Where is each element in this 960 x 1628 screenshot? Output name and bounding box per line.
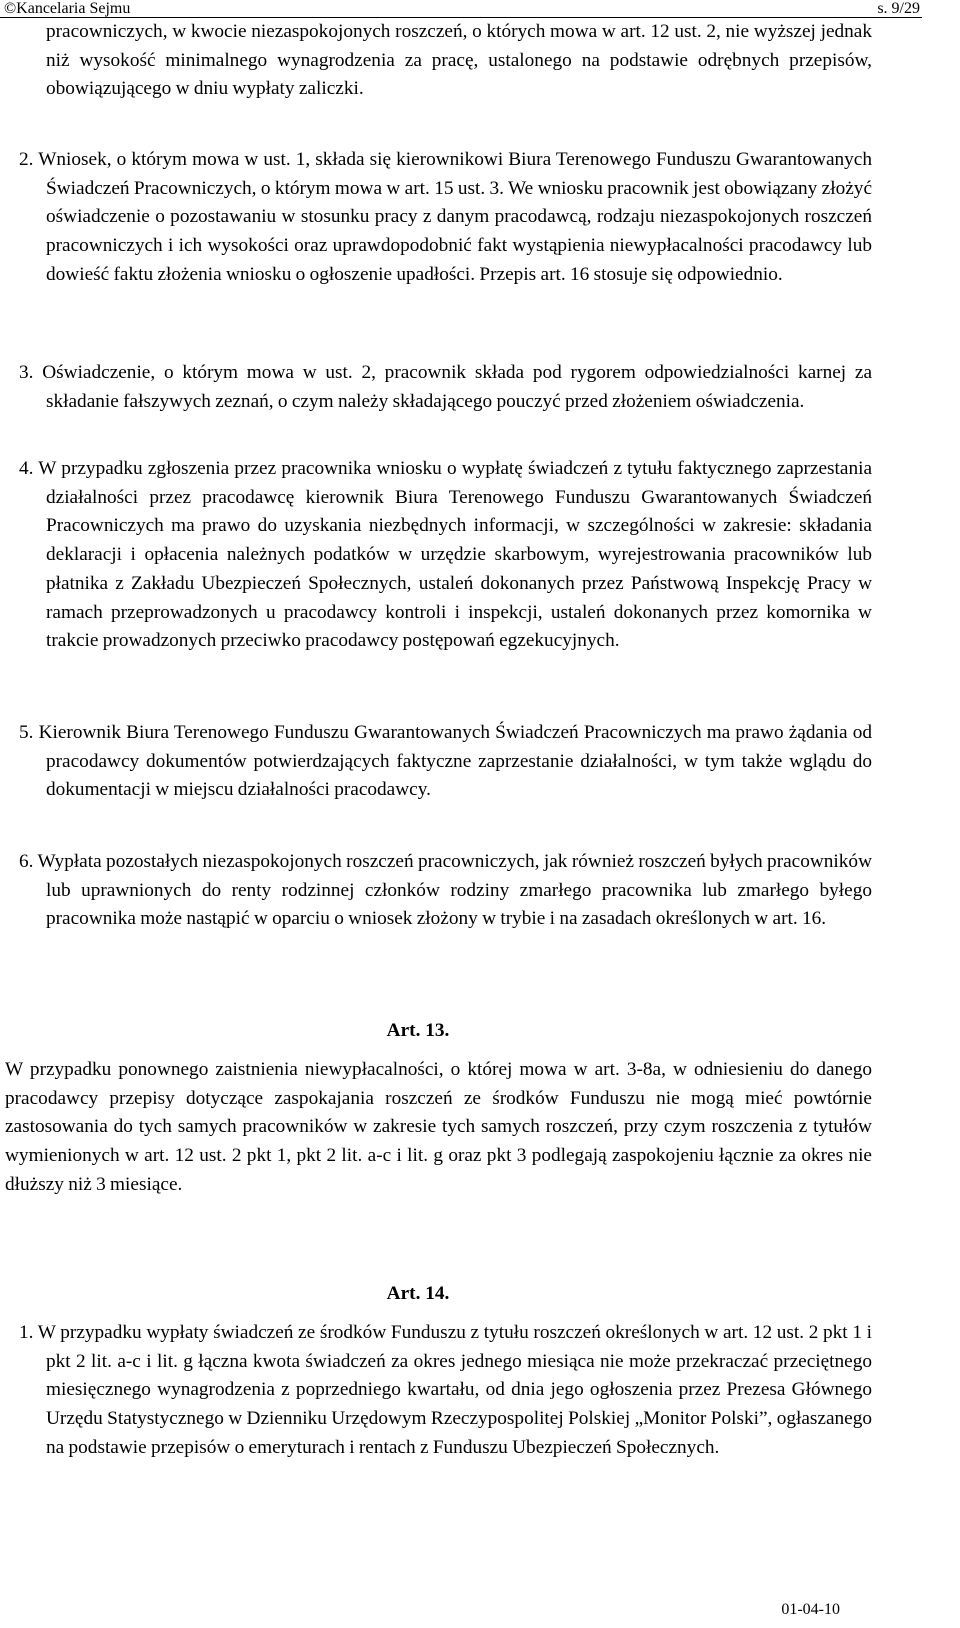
paragraph-ust-6: 6. Wypłata pozostałych niezaspokojonych roszczeń pracowniczych, jak również roszczeń byłych pracowników lub uprawnionych do renty rodzinnej członków rodziny zmarłego pracownika lub zmarłego byłego pracownika może nastąpić w oparciu o wniosek złożony w trybie i na zasadach określonych w art. 16. bbox=[19, 851, 872, 930]
paragraph-ust-2: 2. Wniosek, o którym mowa w ust. 1, składa się kierownikowi Biura Terenowego Funduszu Gwarantowanych Świadczeń Pracowniczych, o którym mowa w art. 15 ust. 3. We wniosku pracownik jest obowiązany złożyć oświadczenie o pozostawaniu w stosunku pracy z danym pracodawcą, rodzaju niezaspokojonych roszczeń pracowniczych i ich wysokości oraz uprawdopodobnić fakt wystąpienia niewypłacalności pracodawcy lub dowieść faktu złożenia wniosku o ogłoszenie upadłości. Przepis art. 16 stosuje się odpowiednio. bbox=[19, 149, 872, 285]
paragraph-continuation: pracowniczych, w kwocie niezaspokojonych roszczeń, o których mowa w art. 12 ust. 2, nie wyższej jednak niż wysokość minimalnego wynagrodzenia za pracę, ustalonego na podstawie odrębnych przepisów, obowiązującego w dniu wypłaty zaliczki. bbox=[46, 21, 872, 100]
article-13-body: W przypadku ponownego zaistnienia niewypłacalności, o której mowa w art. 3-8a, w odniesieniu do danego pracodawcy przepisy dotyczące zaspokajania roszczeń ze środków Funduszu nie mogą mieć powtórnie zastosowania do tych samych pracowników w zakresie tych samych roszczeń, przy czym roszczenia z tytułów wymienionych w art. 12 ust. 2 pkt 1, pkt 2 lit. a-c i lit. g oraz pkt 3 podlegają zaspokojeniu łącznie za okres nie dłuższy niż 3 miesiące. bbox=[5, 1059, 872, 1195]
document-date-code: 01-04-10 bbox=[781, 1601, 840, 1618]
paragraph-ust-4: 4. W przypadku zgłoszenia przez pracownika wniosku o wypłatę świadczeń z tytułu faktycznego zaprzestania działalności przez pracodawcę kierownik Biura Terenowego Funduszu Gwarantowanych Świadczeń Pracowniczych ma prawo do uzyskania niezbędnych informacji, w szczególności w zakresie: składania deklaracji i opłacenia należnych podatków w urzędzie skarbowym, wyrejestrowania pracowników lub płatnika z Zakładu Ubezpieczeń Społecznych, ustaleń dokonanych przez Państwową Inspekcję Pracy w ramach przeprowadzonych u pracodawcy kontroli i inspekcji, ustaleń dokonanych przez komornika w trakcie prowadzonych przeciwko pracodawcy postępowań egzekucyjnych. bbox=[19, 458, 872, 652]
article-14-paragraph-1: 1. W przypadku wypłaty świadczeń ze środków Funduszu z tytułu roszczeń określonych w art. 12 ust. 2 pkt 1 i pkt 2 lit. a-c i lit. g łączna kwota świadczeń za okres jednego miesiąca nie może przekraczać przeciętnego miesięcznego wynagrodzenia z poprzedniego kwartału, od dnia jego ogłoszenia przez Prezesa Głównego Urzędu Statystycznego w Dzienniku Urzędowym Rzeczypospolitej Polskiej „Monitor Polski”, ogłaszanego na podstawie przepisów o emeryturach i rentach z Funduszu Ubezpieczeń Społecznych. bbox=[19, 1322, 872, 1458]
article-13-title: Art. 13. bbox=[386, 1020, 450, 1041]
header-source: ©Kancelaria Sejmu bbox=[4, 0, 131, 17]
article-14-title: Art. 14. bbox=[386, 1283, 450, 1304]
page-number: s. 9/29 bbox=[877, 0, 920, 17]
paragraph-ust-3: 3. Oświadczenie, o którym mowa w ust. 2, pracownik składa pod rygorem odpowiedzialności karnej za składanie fałszywych zeznań, o czym należy składającego pouczyć przed złożeniem oświadczenia. bbox=[19, 362, 872, 412]
paragraph-ust-5: 5. Kierownik Biura Terenowego Funduszu Gwarantowanych Świadczeń Pracowniczych ma prawo żądania od pracodawcy dokumentów potwierdzających faktyczne zaprzestanie działalności, w tym także wglądu do dokumentacji w miejscu działalności pracodawcy. bbox=[19, 722, 872, 801]
